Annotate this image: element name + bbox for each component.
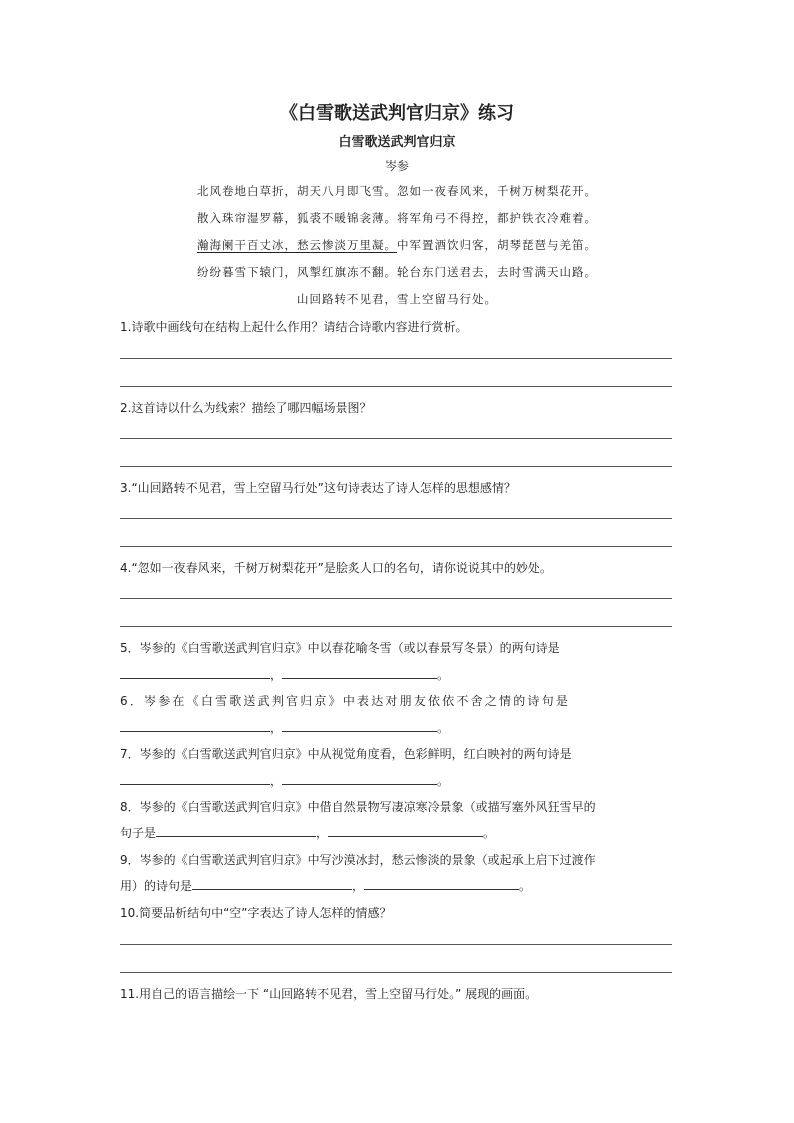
period: 。 [519, 879, 532, 893]
fill-blank[interactable] [120, 719, 270, 732]
fill-blank[interactable] [328, 824, 483, 837]
answer-line[interactable] [120, 518, 672, 519]
poem-title: 白雪歌送武判官归京 [338, 135, 456, 150]
question-6: 6．岑参在《白雪歌送武判官归京》中表达对朋友依依不舍之情的诗句是 [120, 694, 571, 708]
answer-line[interactable] [120, 944, 672, 945]
fill-blank[interactable] [120, 772, 270, 785]
question-2: 2.这首诗以什么为线索？描绘了哪四幅场景图？ [120, 401, 372, 415]
fill-blank[interactable] [364, 877, 519, 890]
period: 。 [437, 721, 450, 735]
answer-line[interactable] [120, 598, 672, 599]
question-9-continuation: 用）的诗句是 [120, 879, 193, 893]
question-4: 4.“忽如一夜春风来，千树万树梨花开”是脍炙人口的名句，请你说说其中的妙处。 [120, 561, 552, 575]
answer-line[interactable] [120, 358, 672, 359]
poem-line-text: 山回路转不见君，雪上空留马行处。 [297, 292, 497, 306]
answer-line[interactable] [120, 466, 672, 467]
poem-line-1 [0, 183, 794, 199]
poem-author: 岑参 [384, 159, 409, 173]
question-3: 3.“山回路转不见君，雪上空留马行处”这句诗表达了诗人怎样的思想感情？ [120, 481, 516, 495]
comma: ， [270, 774, 283, 788]
question-1: 1.诗歌中画线句在结构上起什么作用？请结合诗歌内容进行赏析。 [120, 320, 468, 334]
question-11: 11.用自己的语言描绘一下 “山回路转不见君，雪上空留马行处。” 展现的画面。 [120, 987, 538, 1001]
answer-line[interactable] [120, 438, 672, 439]
poem-line-text: 散入珠帘湿罗幕，狐裘不暖锦衾薄。将军角弓不得控，都护铁衣冷难着。 [197, 211, 597, 225]
poem-line-4 [0, 264, 794, 280]
fill-blank[interactable] [156, 824, 316, 837]
poem-line-text: 北风卷地白草折，胡天八月即飞雪。忽如一夜春风来，千树万树梨花开。 [197, 184, 597, 198]
poem-line-3 [0, 237, 794, 253]
poem-line-text: 纷纷暮雪下辕门，风掣红旗冻不翻。轮台东门送君去，去时雪满天山路。 [197, 265, 597, 279]
question-5: 5．岑参的《白雪歌送武判官归京》中以春花喻冬雪（或以春景写冬景）的两句诗是 [120, 641, 560, 655]
question-7: 7．岑参的《白雪歌送武判官归京》中从视觉角度看，色彩鲜明，红白映衬的两句诗是 [120, 747, 572, 761]
comma: ， [316, 826, 329, 840]
comma: ， [270, 721, 283, 735]
period: 。 [437, 668, 450, 682]
poem-line-text: 中军置酒饮归客，胡琴琵琶与羌笛。 [397, 238, 597, 252]
fill-blank-row-7 [120, 772, 449, 789]
answer-line[interactable] [120, 546, 672, 547]
comma: ， [270, 668, 283, 682]
worksheet-title: 《白雪歌送武判官归京》练习 [280, 103, 514, 124]
fill-blank[interactable] [282, 666, 437, 679]
answer-line[interactable] [120, 972, 672, 973]
answer-line[interactable] [120, 626, 672, 627]
fill-blank[interactable] [282, 772, 437, 785]
period: 。 [437, 774, 450, 788]
question-10: 10.简要品析结句中“空”字表达了诗人怎样的情感？ [120, 906, 392, 920]
fill-blank-row-5 [120, 666, 449, 683]
fill-blank[interactable] [192, 877, 352, 890]
period: 。 [483, 826, 496, 840]
fill-blank[interactable] [282, 719, 437, 732]
underlined-poem-lines: 瀚海阑干百丈冰，愁云惨淡万里凝。 [197, 238, 397, 252]
fill-blank-row-6 [120, 719, 449, 736]
fill-blank-row-8 [120, 824, 495, 841]
question-9: 9．岑参的《白雪歌送武判官归京》中写沙漠冰封，愁云惨淡的景象（或起承上启下过渡作 [120, 853, 596, 867]
fill-blank[interactable] [120, 666, 270, 679]
question-8: 8．岑参的《白雪歌送武判官归京》中借自然景物写凄凉寒冷景象（或描写塞外风狂雪早的 [120, 800, 596, 814]
poem-line-2 [0, 210, 794, 226]
question-8-continuation: 句子是 [120, 826, 157, 840]
comma: ， [352, 879, 365, 893]
answer-line[interactable] [120, 386, 672, 387]
fill-blank-row-9 [120, 877, 531, 894]
poem-line-5 [0, 291, 794, 307]
